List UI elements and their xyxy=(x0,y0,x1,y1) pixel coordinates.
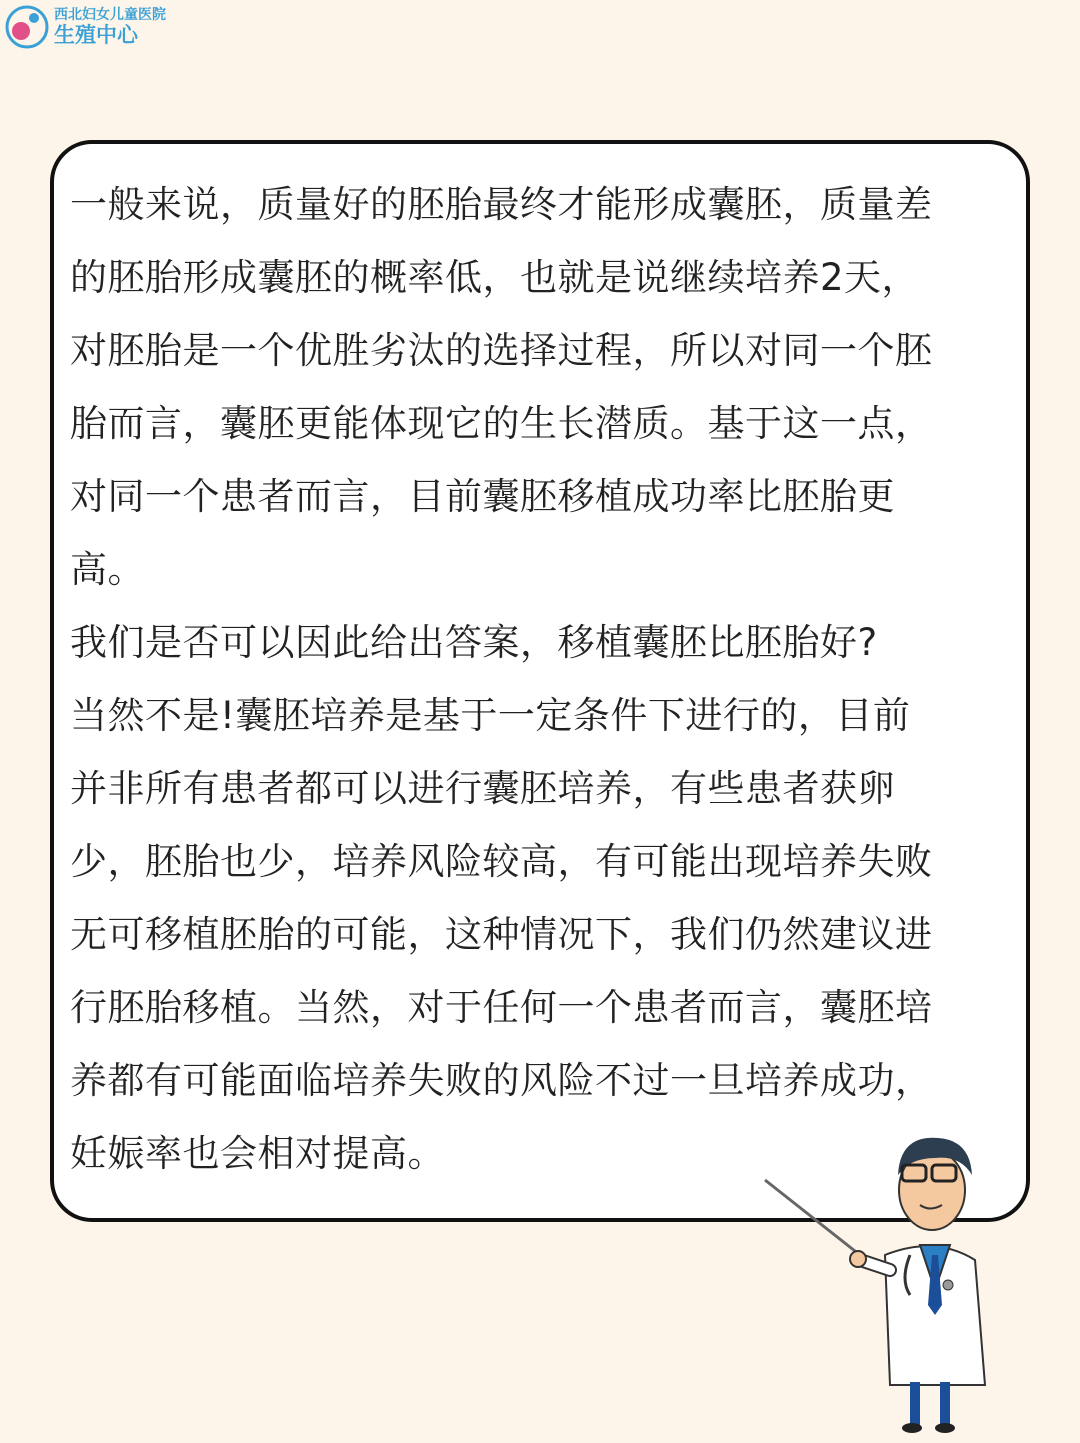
text-line: 高。 xyxy=(70,548,145,591)
text-line: 我们是否可以因此给出答案，移植囊胚比胚胎好? xyxy=(70,621,878,664)
text-line: 的胚胎形成囊胚的概率低，也就是说继续培养2天， xyxy=(70,256,920,299)
doctor-illustration xyxy=(760,1120,1010,1440)
text-line: 一般来说，质量好的胚胎最终才能形成囊胚，质量差 xyxy=(70,183,933,226)
text-line: 当然不是!囊胚培养是基于一定条件下进行的，目前 xyxy=(70,694,911,737)
pointer-stick xyxy=(765,1180,860,1255)
logo-mark-icon xyxy=(4,4,50,50)
text-line: 行胚胎移植。当然，对于任何一个患者而言，囊胚培 xyxy=(70,986,933,1029)
article-text xyxy=(70,168,933,1190)
logo-department-name: 生殖中心 xyxy=(54,23,138,47)
text-line: 对同一个患者而言，目前囊胚移植成功率比胚胎更 xyxy=(70,475,895,518)
text-line: 胎而言，囊胚更能体现它的生长潜质。基于这一点， xyxy=(70,402,933,445)
text-line: 养都有可能面临培养失败的风险不过一旦培养成功， xyxy=(70,1059,933,1102)
text-line: 无可移植胚胎的可能，这种情况下，我们仍然建议进 xyxy=(70,913,933,956)
hospital-logo xyxy=(4,4,166,50)
text-line: 并非所有患者都可以进行囊胚培养，有些患者获卵 xyxy=(70,767,895,810)
text-line: 少，胚胎也少，培养风险较高，有可能出现培养失败 xyxy=(70,840,933,883)
text-line: 对胚胎是一个优胜劣汰的选择过程，所以对同一个胚 xyxy=(70,329,933,372)
logo-hospital-name: 西北妇女儿童医院 xyxy=(54,7,166,23)
text-line: 妊娠率也会相对提高。 xyxy=(70,1132,445,1175)
